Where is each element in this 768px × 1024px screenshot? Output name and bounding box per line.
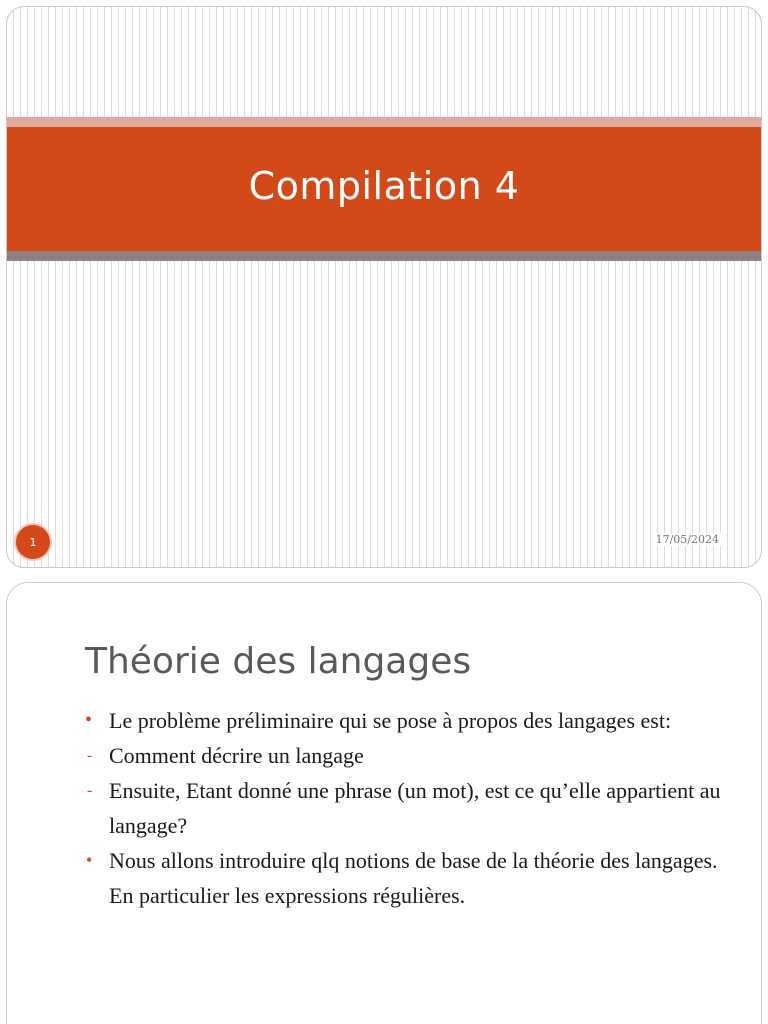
list-item-text: Comment décrire un langage bbox=[109, 743, 364, 768]
bullet-dash-icon: - bbox=[87, 782, 93, 799]
bullet-list bbox=[85, 703, 725, 913]
list-item bbox=[85, 703, 725, 738]
slide-title: Compilation 4 bbox=[248, 164, 520, 208]
title-slide bbox=[6, 6, 762, 568]
list-item-text: Ensuite, Etant donné une phrase (un mot), est ce qu’elle appartient au langage? bbox=[109, 778, 721, 838]
bullet-dash-icon: - bbox=[87, 747, 93, 764]
bullet-dot-icon: • bbox=[86, 850, 93, 870]
slide-date: 17/05/2024 bbox=[655, 533, 719, 546]
list-item bbox=[85, 843, 725, 913]
list-item-text: Nous allons introduire qlq notions de base de la théorie des langages. En particulier les expressions régulières. bbox=[109, 848, 718, 908]
bottom-accent-band bbox=[7, 251, 761, 261]
title-band bbox=[7, 127, 761, 251]
list-item bbox=[85, 738, 725, 773]
bullet-dot-icon: • bbox=[85, 709, 93, 731]
content-slide bbox=[6, 582, 762, 1024]
list-item-text: Le problème préliminaire qui se pose à propos des langages est: bbox=[109, 708, 672, 733]
top-accent-band bbox=[7, 117, 761, 127]
slide-heading: Théorie des langages bbox=[85, 641, 472, 682]
slide-number-badge: 1 bbox=[14, 523, 52, 561]
list-item bbox=[85, 773, 725, 843]
